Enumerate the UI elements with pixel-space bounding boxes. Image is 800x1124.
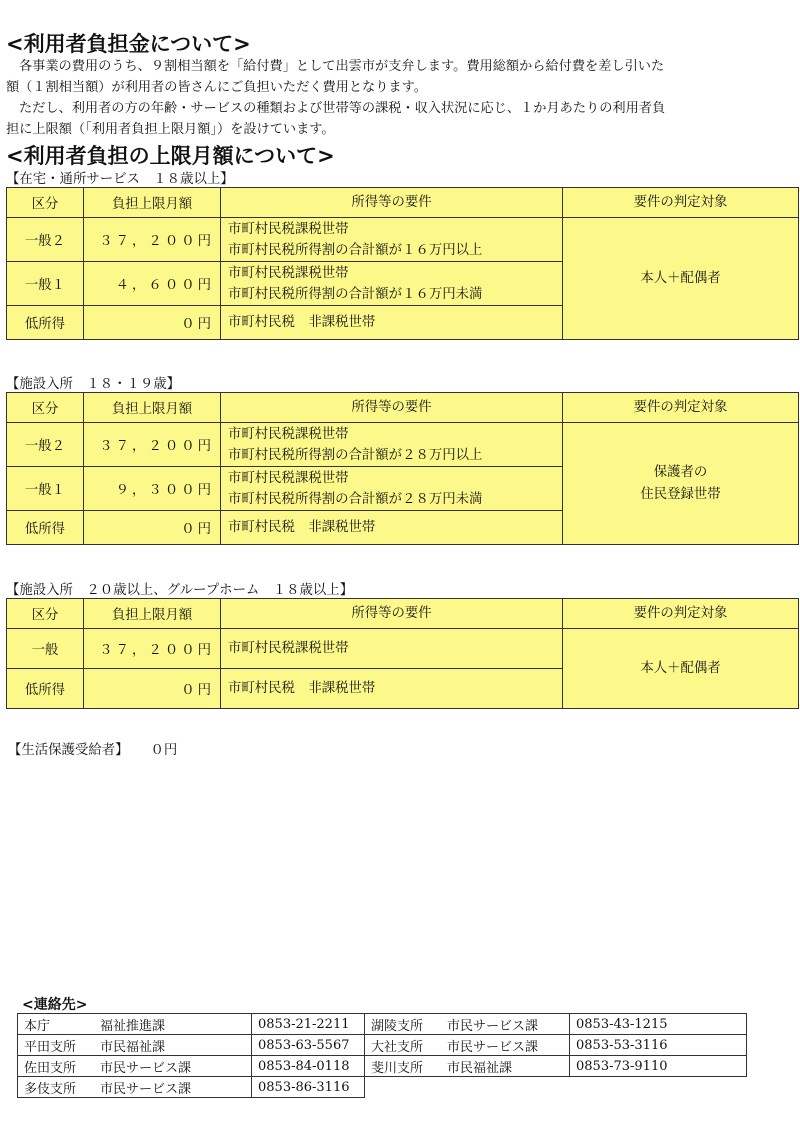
kubun-cell: 一般１ xyxy=(7,467,84,511)
target-line: 保護者の xyxy=(653,464,708,480)
contact-office xyxy=(18,1056,252,1077)
requirement-line: 市町村民税課税世帯 xyxy=(228,221,349,237)
phone-number: 0853-84-0118 xyxy=(252,1056,365,1077)
header-requirement: 所得等の要件 xyxy=(221,393,563,423)
requirement-line: 市町村民税所得割の合計額が１６万円未満 xyxy=(228,286,483,302)
requirement-cell xyxy=(221,262,563,306)
limit-table-home-service xyxy=(6,187,799,340)
contact-row xyxy=(18,1014,747,1035)
table-header-row xyxy=(7,599,799,629)
amount-cell: ０円 xyxy=(181,522,214,537)
target-cell xyxy=(563,423,799,545)
contact-office xyxy=(365,1035,570,1056)
contacts-heading: <連絡先> xyxy=(22,997,88,1013)
phone-number: 0853-63-5567 xyxy=(252,1035,365,1056)
description-line: ただし、利用者の方の年齢・サービスの種類および世帯等の課税・収入状況に応じ、１か月あたりの利用者負 xyxy=(19,101,666,116)
office-name: 佐田支所 xyxy=(24,1060,77,1076)
requirement-cell xyxy=(221,423,563,467)
limit-table-facility-20-group-home xyxy=(6,598,799,709)
requirement-cell: 市町村民税 非課税世帯 xyxy=(221,669,563,709)
department-name: 市民福祉課 xyxy=(100,1039,166,1055)
table-row xyxy=(7,423,799,467)
office-name: 湖陵支所 xyxy=(371,1018,424,1034)
requirement-cell xyxy=(221,218,563,262)
requirement-line: 市町村民税課税世帯 xyxy=(228,426,349,442)
amount-cell: ０円 xyxy=(181,317,214,332)
phone-number: 0853-73-9110 xyxy=(570,1056,747,1077)
header-limit: 負担上限月額 xyxy=(84,188,221,218)
welfare-amount: ０円 xyxy=(150,743,178,758)
header-limit: 負担上限月額 xyxy=(84,599,221,629)
table-header-row xyxy=(7,393,799,423)
requirement-line: 市町村民税課税世帯 xyxy=(228,470,349,486)
requirement-line: 市町村民税課税世帯 xyxy=(228,265,349,281)
description-line: 担に上限額（「利用者負担上限月額」）を設けています。 xyxy=(6,122,335,137)
requirement-cell xyxy=(221,467,563,511)
contact-office xyxy=(18,1035,252,1056)
department-name: 市民福祉課 xyxy=(447,1060,513,1076)
amount-cell: ３７，２００円 xyxy=(99,439,214,454)
empty-cell xyxy=(570,1077,747,1098)
phone-number: 0853-21-2211 xyxy=(252,1014,365,1035)
requirement-line: 市町村民税所得割の合計額が１６万円以上 xyxy=(228,242,483,258)
office-name: 平田支所 xyxy=(24,1039,77,1055)
contact-office xyxy=(365,1014,570,1035)
amount-cell: ９，３００円 xyxy=(115,483,214,498)
kubun-cell: 低所得 xyxy=(7,511,84,545)
office-name: 斐川支所 xyxy=(371,1060,424,1076)
office-name: 本庁 xyxy=(24,1018,51,1034)
requirement-cell: 市町村民税 非課税世帯 xyxy=(221,306,563,340)
target-cell: 本人＋配偶者 xyxy=(563,218,799,340)
header-target: 要件の判定対象 xyxy=(563,393,799,423)
header-limit: 負担上限月額 xyxy=(84,393,221,423)
table-label-home-service: 【在宅・通所サービス １８歳以上】 xyxy=(6,172,234,187)
department-name: 市民サービス課 xyxy=(447,1039,539,1055)
table-label-facility-20-group-home: 【施設入所 ２０歳以上、グループホーム １８歳以上】 xyxy=(6,583,354,598)
table-row xyxy=(7,218,799,262)
department-name: 福祉推進課 xyxy=(100,1018,166,1034)
phone-number: 0853-86-3116 xyxy=(252,1077,365,1098)
kubun-cell: 一般１ xyxy=(7,262,84,306)
header-requirement: 所得等の要件 xyxy=(221,599,563,629)
section-heading-monthly-limit: <利用者負担の上限月額について> xyxy=(6,144,335,168)
header-kubun: 区分 xyxy=(7,188,84,218)
contact-row xyxy=(18,1077,747,1098)
description-line: 各事業の費用のうち、９割相当額を「給付費」として出雲市が支弁します。費用総額から給付費を差し引いた xyxy=(19,59,665,74)
table-row xyxy=(7,629,799,669)
amount-cell: ４，６００円 xyxy=(115,278,214,293)
department-name: 市民サービス課 xyxy=(100,1081,192,1097)
requirement-cell: 市町村民税 非課税世帯 xyxy=(221,511,563,545)
header-target: 要件の判定対象 xyxy=(563,188,799,218)
empty-cell xyxy=(365,1077,570,1098)
amount-cell: ３７，２００円 xyxy=(99,234,214,249)
amount-cell: ３７，２００円 xyxy=(99,643,214,658)
contact-office xyxy=(365,1056,570,1077)
contact-office xyxy=(18,1014,252,1035)
kubun-cell: 一般２ xyxy=(7,218,84,262)
target-cell: 本人＋配偶者 xyxy=(563,629,799,709)
contact-row xyxy=(18,1035,747,1056)
table-header-row xyxy=(7,188,799,218)
department-name: 市民サービス課 xyxy=(100,1060,192,1076)
target-line: 住民登録世帯 xyxy=(640,486,721,502)
description-line: 額（１割相当額）が利用者の皆さんにご負担いただく費用となります。 xyxy=(6,80,427,95)
department-name: 市民サービス課 xyxy=(447,1018,539,1034)
limit-table-facility-18-19 xyxy=(6,392,799,545)
contacts-table xyxy=(17,1013,747,1098)
kubun-cell: 一般 xyxy=(7,629,84,669)
welfare-recipient-note xyxy=(8,739,177,758)
phone-number: 0853-43-1215 xyxy=(570,1014,747,1035)
header-kubun: 区分 xyxy=(7,393,84,423)
office-name: 大社支所 xyxy=(371,1039,424,1055)
header-target: 要件の判定対象 xyxy=(563,599,799,629)
kubun-cell: 一般２ xyxy=(7,423,84,467)
welfare-label: 【生活保護受給者】 xyxy=(8,743,129,758)
phone-number: 0853-53-3116 xyxy=(570,1035,747,1056)
section-heading-user-fee: <利用者負担金について> xyxy=(6,32,251,56)
header-kubun: 区分 xyxy=(7,599,84,629)
contact-office xyxy=(18,1077,252,1098)
kubun-cell: 低所得 xyxy=(7,669,84,709)
user-fee-description xyxy=(6,56,796,140)
header-requirement: 所得等の要件 xyxy=(221,188,563,218)
requirement-line: 市町村民税所得割の合計額が２８万円以上 xyxy=(228,447,483,463)
amount-cell: ０円 xyxy=(181,683,214,698)
office-name: 多伎支所 xyxy=(24,1081,77,1097)
requirement-cell: 市町村民税課税世帯 xyxy=(221,629,563,669)
requirement-line: 市町村民税所得割の合計額が２８万円未満 xyxy=(228,491,483,507)
contact-row xyxy=(18,1056,747,1077)
kubun-cell: 低所得 xyxy=(7,306,84,340)
table-label-facility-18-19: 【施設入所 １８・１９歳】 xyxy=(6,377,181,392)
